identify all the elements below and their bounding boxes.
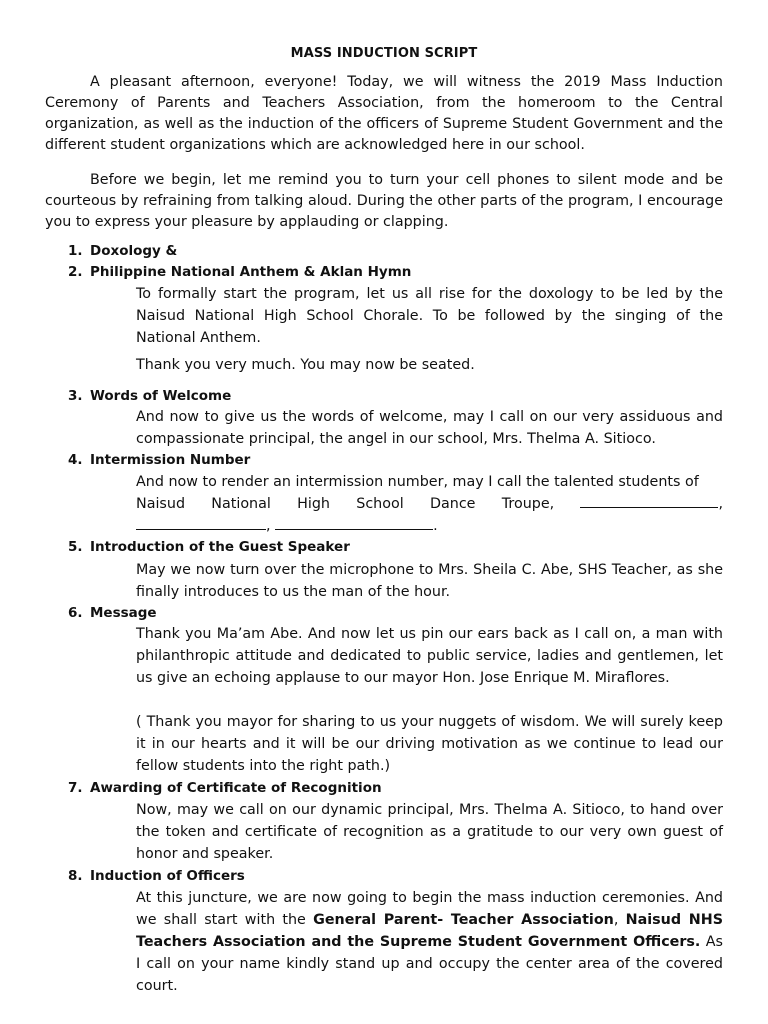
item-number: 8. xyxy=(68,868,83,884)
item-2-text: To formally start the program, let us all rise for the doxology to be led by the Naisud National High School Chorale. To be followed by the singing of the National Anthem. xyxy=(136,286,723,346)
blank-line xyxy=(580,493,718,508)
troupe-word: Dance xyxy=(429,496,476,512)
intro-paragraph-1-text: A pleasant afternoon, everyone! Today, we will witness the 2019 Mass Induction Ceremony of Parents and Teachers Association, from the homeroom to the Central organization, as well as the induction of the officers of Supreme Student Government and the different student organizations which are acknowledged here in our school. xyxy=(45,74,723,153)
item-heading: Induction of Officers xyxy=(90,868,245,884)
item-8-text xyxy=(136,887,723,997)
item-number: 5. xyxy=(68,539,83,555)
blank-line xyxy=(275,515,433,530)
intro-paragraph-2-text: Before we begin, let me remind you to turn your cell phones to silent mode and be courteous by refraining from talking aloud. During the other parts of the program, I encourage you to express your pleasure by applauding or clapping. xyxy=(45,172,723,230)
item-8-bold-part: General Parent- Teacher Association xyxy=(313,912,614,928)
document-title: MASS INDUCTION SCRIPT xyxy=(290,46,478,61)
intro-paragraph-1 xyxy=(45,72,723,156)
program-item-3 xyxy=(68,386,231,407)
program-item-5 xyxy=(68,537,350,558)
program-item-4 xyxy=(68,450,250,471)
program-item-8 xyxy=(68,866,245,887)
troupe-word: National xyxy=(211,496,271,512)
item-5-text: May we now turn over the microphone to Mrs. Sheila C. Abe, SHS Teacher, as she finally introduces to us the man of the hour. xyxy=(136,562,723,600)
item-number: 2. xyxy=(68,264,83,280)
blank-line xyxy=(136,515,266,530)
program-item-1 xyxy=(68,241,177,262)
item-heading: Philippine National Anthem & Aklan Hymn xyxy=(90,264,412,280)
item-number: 1. xyxy=(68,243,83,259)
item-8-text-part: , xyxy=(613,912,626,928)
item-3-text: And now to give us the words of welcome, may I call on our very assiduous and compassionate principal, the angel in our school, Mrs. Thelma A. Sitioco. xyxy=(136,409,723,447)
item-8-text-part: As I call on your name kindly stand up and occupy the center area of the covered court. xyxy=(136,934,723,994)
item-number: 6. xyxy=(68,605,83,621)
item-6-text-2: ( Thank you mayor for sharing to us your nuggets of wisdom. We will surely keep it in our hearts and it will be our driving motivation as we continue to lead our fellow students into the right path.) xyxy=(136,714,723,774)
item-8-bold-part: Naisud NHS Teachers Association and the Supreme Student Government Officers. xyxy=(136,912,723,950)
item-4-blanks-line: , . xyxy=(136,515,723,537)
item-2-text-2: Thank you very much. You may now be seated. xyxy=(136,357,475,373)
item-number: 4. xyxy=(68,452,83,468)
item-heading: Intermission Number xyxy=(90,452,251,468)
item-number: 7. xyxy=(68,780,83,796)
item-4-troupe-line xyxy=(136,493,723,515)
item-8-text-part: At this juncture, we are now going to begin the mass induction ceremonies. And we shall start with the xyxy=(136,890,723,928)
troupe-word: Troupe, xyxy=(501,496,555,512)
item-heading: Words of Welcome xyxy=(90,388,232,404)
blank-line-group: , xyxy=(580,493,723,515)
troupe-word: School xyxy=(356,496,404,512)
item-7-text: Now, may we call on our dynamic principal, Mrs. Thelma A. Sitioco, to hand over the token and certificate of recognition as a gratitude to our very own guest of honor and speaker. xyxy=(136,802,723,862)
intro-paragraph-2 xyxy=(45,170,723,233)
item-heading: Doxology & xyxy=(90,243,178,259)
program-item-7 xyxy=(68,778,382,799)
item-heading: Introduction of the Guest Speaker xyxy=(90,539,350,555)
troupe-word: High xyxy=(297,496,330,512)
program-item-2 xyxy=(68,262,411,283)
program-item-6 xyxy=(68,603,157,624)
item-6-text: Thank you Ma’am Abe. And now let us pin our ears back as I call on, a man with philanthropic attitude and dedicated to public service, ladies and gentlemen, let us give an echoing applause to our mayor Hon. Jose Enrique M. Miraflores. xyxy=(136,626,723,686)
troupe-word: Naisud xyxy=(136,496,186,512)
item-number: 3. xyxy=(68,388,83,404)
item-heading: Message xyxy=(90,605,157,621)
item-heading: Awarding of Certificate of Recognition xyxy=(90,780,382,796)
item-4-text: And now to render an intermission number, may I call the talented students of xyxy=(136,474,699,490)
